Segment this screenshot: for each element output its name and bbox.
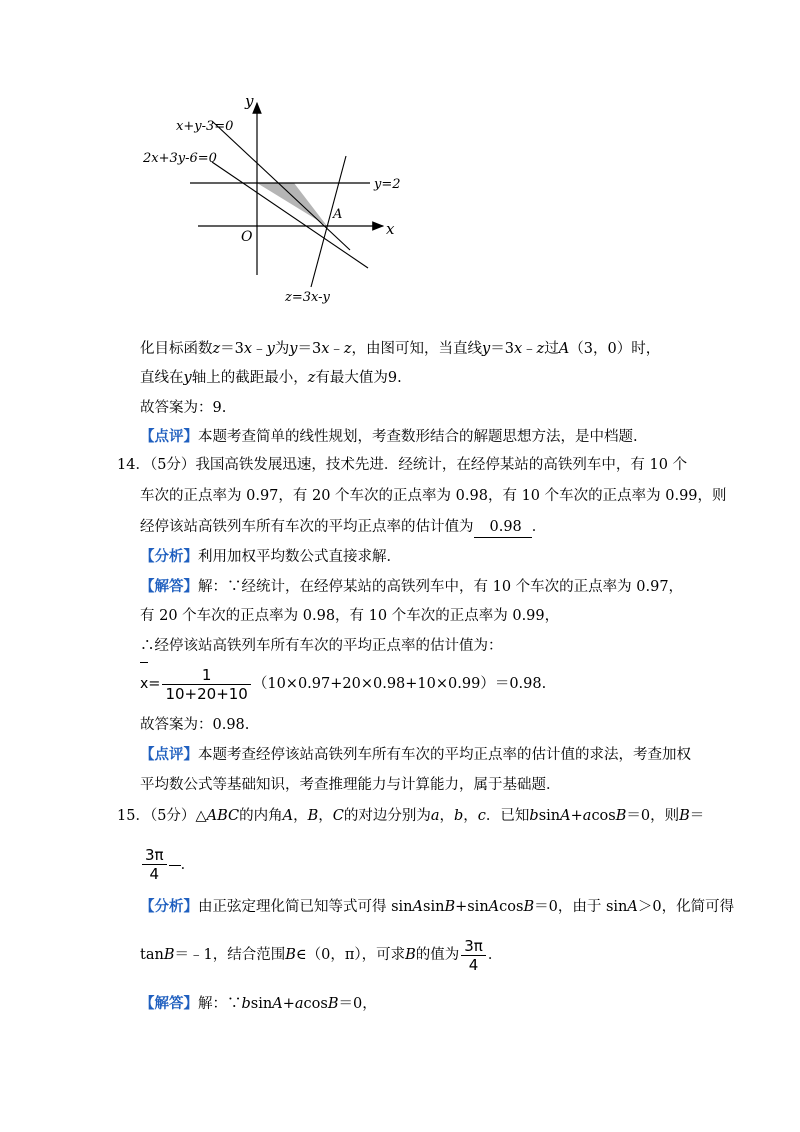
y-axis-label: y bbox=[245, 92, 254, 110]
q15-analysis-line1: 【分析】由正弦定理化简已知等式可得 sinAsinB+sinAcosB＝0，由于 sinA＞0，化简可得 bbox=[140, 899, 735, 915]
line-2x-plus-3y bbox=[212, 162, 368, 268]
line2-label: 2x+3y-6=0 bbox=[143, 151, 217, 166]
q14-answer-blank: 0.98 bbox=[474, 517, 532, 538]
q15-solution-line1: 【解答】解：∵bsinA+acosB＝0， bbox=[140, 996, 377, 1012]
q14-question-line3: 经停该站高铁列车所有车次的平均正点率的估计值为 0.98 ． bbox=[140, 517, 546, 538]
q13-comment: 【点评】本题考查简单的线性规划，考查数形结合的解题思想方法，是中档题. bbox=[140, 429, 638, 445]
q15-number: 15． bbox=[117, 808, 150, 824]
solution-tag: 【解答】 bbox=[140, 579, 198, 595]
q15-analysis-line2: tanB＝﹣1，结合范围B∈（0，π），可求B的值为 $\frac{3\pi}{4}$ ． bbox=[140, 936, 503, 974]
point-a-label: A bbox=[333, 207, 343, 222]
linear-programming-graph bbox=[0, 0, 800, 320]
q15-question-line1: 15．（5分）△ABC的内角A，B，C的对边分别为a，b，c．已知bsinA+acosB＝0，则B＝ bbox=[117, 808, 705, 824]
q14-comment-line1: 【点评】本题考查经停该站高铁列车所有车次的平均正点率的估计值的求法，考查加权 bbox=[140, 747, 691, 763]
q13-solution-line1: 化目标函数z＝3x﹣y为y＝3x﹣z，由图可知，当直线y＝3x﹣z过A（3，0）时， bbox=[140, 341, 661, 357]
q14-solution-line2: 有 20 个车次的正点率为 0.98，有 10 个车次的正点率为 0.99， bbox=[140, 608, 560, 624]
q14-answer: 故答案为：0.98. bbox=[140, 717, 250, 733]
x-axis-label: x bbox=[386, 220, 395, 238]
q14-number: 14． bbox=[117, 457, 150, 473]
q14-question-line2: 车次的正点率为 0.97，有 20 个车次的正点率为 0.98，有 10 个车次的正点率为 0.99，则 bbox=[140, 488, 727, 504]
comment-tag: 【点评】 bbox=[140, 747, 198, 763]
q14-question-line1: 14．（5分）我国高铁发展迅速，技术先进．经统计，在经停某站的高铁列车中，有 10 个 bbox=[117, 457, 688, 473]
line4-label: z=3x-y bbox=[285, 290, 330, 305]
q15-answer-blank: $\frac{3\pi}{4}$ ． bbox=[140, 845, 195, 885]
line3-label: y=2 bbox=[374, 177, 401, 192]
analysis-tag: 【分析】 bbox=[140, 899, 198, 915]
q13-solution-line2: 直线在y轴上的截距最小，z有最大值为9. bbox=[140, 370, 402, 386]
origin-label: O bbox=[241, 229, 253, 245]
x-bar: x bbox=[140, 664, 148, 704]
q14-solution-line1: 【解答】解：∵经统计，在经停某站的高铁列车中，有 10 个车次的正点率为 0.97， bbox=[140, 579, 684, 595]
feasible-region bbox=[257, 183, 327, 226]
analysis-tag: 【分析】 bbox=[140, 549, 198, 565]
q14-solution-line3: ∴经停该站高铁列车所有车次的平均正点率的估计值为： bbox=[140, 638, 503, 654]
solution-tag: 【解答】 bbox=[140, 996, 198, 1012]
comment-tag: 【点评】 bbox=[140, 429, 198, 445]
line-x-plus-y bbox=[213, 122, 350, 250]
q15-answer-fraction: $\frac{3\pi}{4}$ bbox=[142, 846, 167, 884]
q15-analysis-fraction: $\frac{3\pi}{4}$ bbox=[461, 937, 486, 974]
q14-comment-line2: 平均数公式等基础知识，考查推理能力与计算能力，属于基础题． bbox=[140, 777, 561, 793]
q14-analysis: 【分析】利用加权平均数公式直接求解． bbox=[140, 549, 401, 565]
line1-label: x+y-3=0 bbox=[176, 119, 234, 134]
q13-answer: 故答案为：9. bbox=[140, 400, 227, 416]
q14-fraction: $\frac{1}{10+20+10}$ bbox=[162, 666, 250, 703]
q14-formula: x= $\frac{1}{10+20+10}$ （10×0.97+20×0.98+10×0.99）＝0.98. bbox=[140, 665, 547, 703]
